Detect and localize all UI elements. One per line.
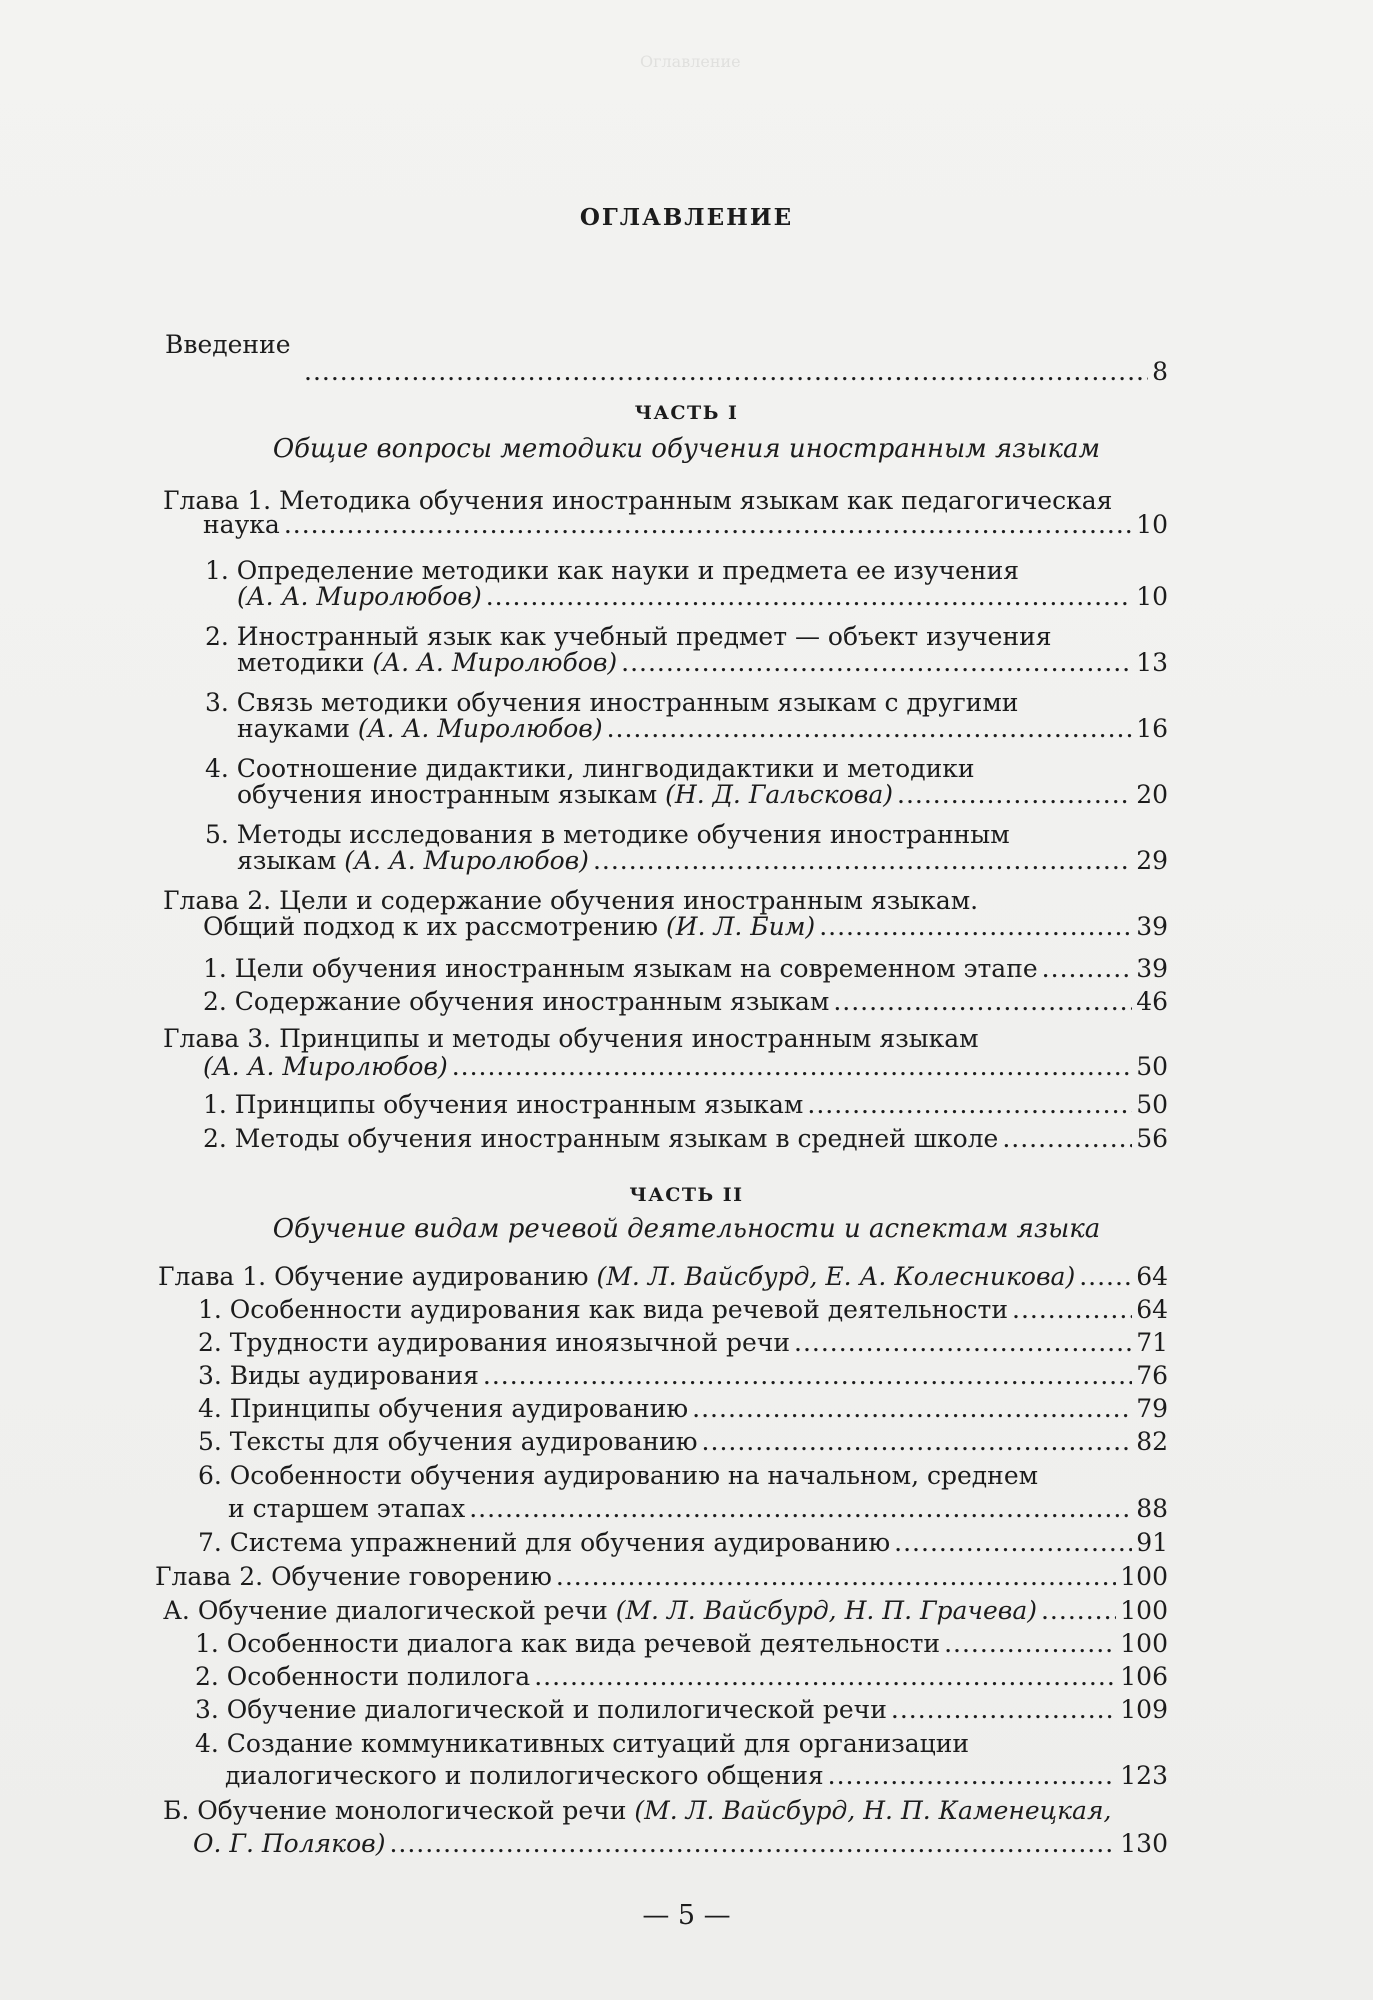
p1-ch1-s5-line1: 5. Методы исследования в методике обучения иностранным — [205, 820, 1010, 849]
p1-ch1-s3-entry: науками (А. А. Миролюбов) ..... 16 — [237, 714, 1168, 744]
p1-ch3-line1: Глава 3. Принципы и методы обучения иностранным языкам — [163, 1024, 979, 1053]
p2-ch1-s1-entry: 1. Особенности аудирования как вида речевой деятельности ..... 64 — [198, 1295, 1168, 1325]
p2-ch1-s3-entry: 3. Виды аудирования ..... 76 — [198, 1361, 1168, 1391]
p1-ch1-s4-line1: 4. Соотношение дидактики, лингводидактики и методики — [205, 754, 975, 783]
p2-ch2-b-line1: Б. Обучение монологической речи (М. Л. Вайсбурд, Н. П. Каменецкая, — [163, 1796, 1112, 1825]
page-number: — 5 — — [642, 1900, 731, 1931]
p2-ch1-s7-entry: 7. Система упражнений для обучения аудированию ..... 91 — [198, 1528, 1168, 1558]
p1-ch1-entry: наука ..... 10 — [203, 510, 1168, 540]
p1-ch1-s4-entry: обучения иностранным языкам (Н. Д. Гальскова) ..... 20 — [237, 780, 1168, 810]
p1-ch1-s5-entry: языкам (А. А. Миролюбов) ..... 29 — [237, 846, 1168, 876]
p2-ch2-a-entry: А. Обучение диалогической речи (М. Л. Вайсбурд, Н. П. Грачева) ..... 100 — [163, 1596, 1168, 1626]
p1-ch2-entry: Общий подход к их рассмотрению (И. Л. Бим) ..... 39 — [203, 912, 1168, 942]
p1-ch1-s3-line1: 3. Связь методики обучения иностранным языкам с другими — [205, 688, 1019, 717]
p2-ch1-s4-entry: 4. Принципы обучения аудированию ..... 79 — [198, 1394, 1168, 1424]
p2-ch2-b-entry: О. Г. Поляков) ..... 130 — [193, 1829, 1168, 1859]
toc-intro-leader — [300, 357, 1168, 387]
p2-ch2-s4-line1: 4. Создание коммуникативных ситуаций для организации — [195, 1729, 970, 1758]
p1-ch1-s2-line1: 2. Иностранный язык как учебный предмет — объект изучения — [205, 622, 1052, 651]
page-ref: 8 — [1152, 357, 1168, 386]
p2-ch2-s1-entry: 1. Особенности диалога как вида речевой деятельности ..... 100 — [195, 1629, 1168, 1659]
p2-ch1-s6-entry: и старшем этапах ..... 88 — [228, 1494, 1168, 1524]
toc-title: ОГЛАВЛЕНИЕ — [579, 204, 794, 231]
part2-label: ЧАСТЬ II — [629, 1184, 744, 1206]
p1-ch3-entry: (А. А. Миролюбов) ..... 50 — [203, 1052, 1168, 1082]
part2-title: Обучение видам речевой деятельности и аспектам языка — [272, 1214, 1101, 1244]
p1-ch3-s1-entry: 1. Принципы обучения иностранным языкам ..... 50 — [203, 1090, 1168, 1120]
p1-ch1-line1: Глава 1. Методика обучения иностранным языкам как педагогическая — [163, 486, 1113, 515]
p1-ch2-s2-entry: 2. Содержание обучения иностранным языкам ..... 46 — [203, 987, 1168, 1017]
p1-ch1-s2-entry: методики (А. А. Миролюбов) ..... 13 — [237, 648, 1168, 678]
p2-ch1-s6-line1: 6. Особенности обучения аудированию на начальном, среднем — [198, 1461, 1039, 1490]
p1-ch2-line1: Глава 2. Цели и содержание обучения иностранным языкам. — [163, 886, 979, 915]
toc-intro-label: Введение — [165, 330, 291, 359]
p1-ch2-s1-entry: 1. Цели обучения иностранным языкам на современном этапе ..... 39 — [203, 954, 1168, 984]
p2-ch2-entry: Глава 2. Обучение говорению ..... 100 — [155, 1562, 1168, 1592]
p2-ch1-s5-entry: 5. Тексты для обучения аудированию ..... 82 — [198, 1427, 1168, 1457]
part1-label: ЧАСТЬ I — [634, 402, 739, 424]
p2-ch1-s2-entry: 2. Трудности аудирования иноязычной речи ..... 71 — [198, 1328, 1168, 1358]
part1-title: Общие вопросы методики обучения иностранным языкам — [272, 434, 1101, 464]
p2-ch2-s2-entry: 2. Особенности полилога ..... 106 — [195, 1662, 1168, 1692]
p2-ch2-s3-entry: 3. Обучение диалогической и полилогической речи ..... 109 — [195, 1695, 1168, 1725]
p1-ch3-s2-entry: 2. Методы обучения иностранным языкам в средней школе ..... 56 — [203, 1124, 1168, 1154]
p2-ch1-entry: Глава 1. Обучение аудированию (М. Л. Вайсбурд, Е. А. Колесникова) ..... 64 — [158, 1262, 1168, 1292]
show-through-header: Оглавление — [640, 52, 741, 71]
p1-ch1-s1-entry: (А. А. Миролюбов) ..... 10 — [237, 582, 1168, 612]
p1-ch1-s1-line1: 1. Определение методики как науки и предмета ее изучения — [205, 556, 1020, 585]
p2-ch2-s4-entry: диалогического и полилогического общения ..... 123 — [225, 1761, 1168, 1791]
